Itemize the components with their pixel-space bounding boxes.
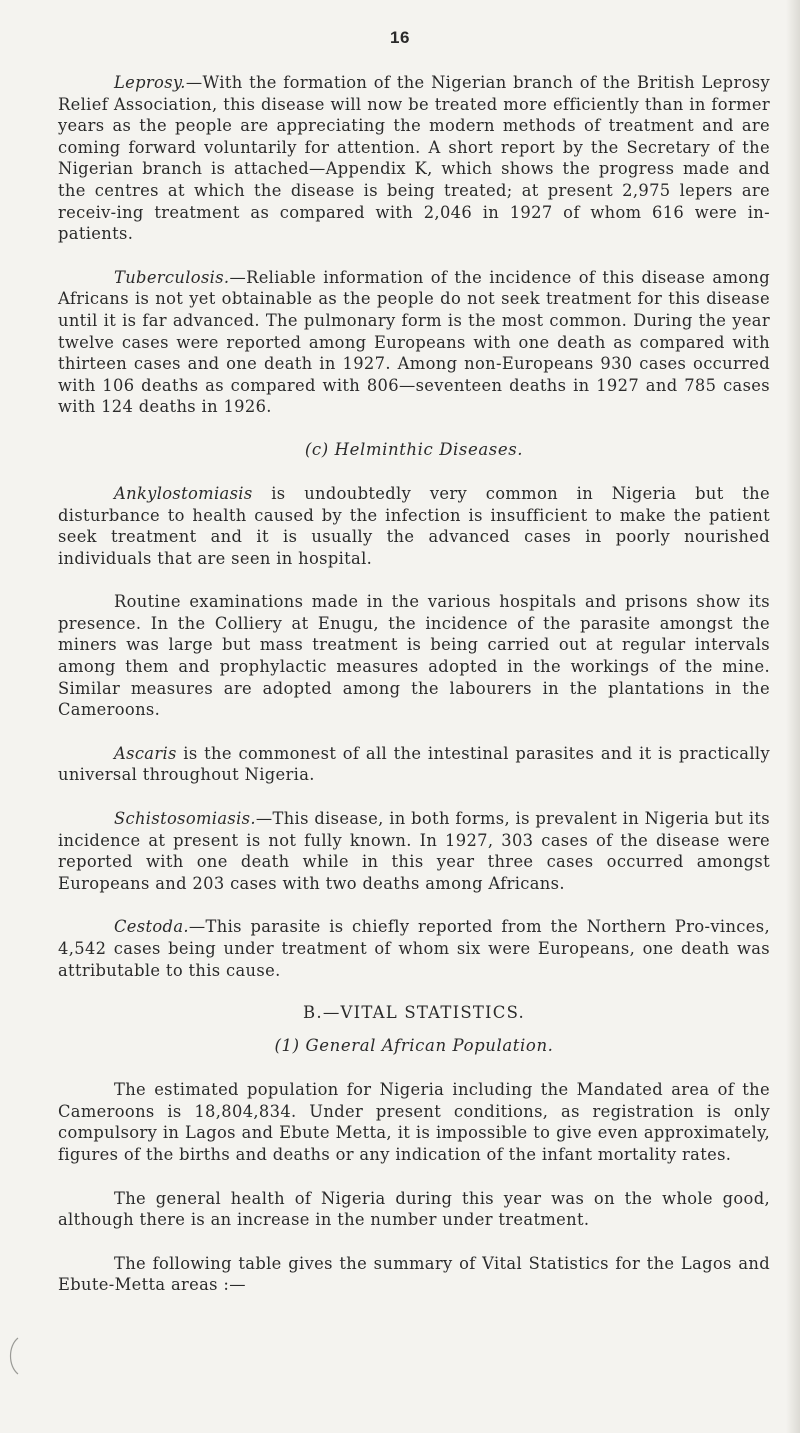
lead-tuberculosis: Tuberculosis.	[114, 267, 230, 287]
paragraph-population: The estimated population for Nigeria including the Mandated area of the Cameroons is 18,804,834. Under present conditions, as registration is only compulsory in Lagos and Ebute Metta, it is impossible to give even approximately, figures of the births and deaths or any indication of the infant mortality rates.	[58, 1080, 770, 1164]
heading-helminthic: (c) Helminthic Diseases.	[304, 439, 524, 459]
paragraph-cestoda	[58, 916, 770, 981]
text-leprosy: —With the formation of the Nigerian branch of the British Leprosy Relief Association, this disease will now be treated more efficiently than in former years as the people are appreciating the modern methods of treatment and are coming forward voluntarily for attention. A short report by the Secretary of the Nigerian branch is attached—Appendix K, which shows the progress made and the centres at which the disease is being treated; at present 2,975 lepers are receiv-ing treatment as compared with 2,046 in 1927 of whom 616 were in-patients.	[58, 73, 770, 244]
paragraph-leprosy	[58, 72, 770, 245]
lead-ascaris: Ascaris	[114, 743, 177, 763]
heading-population: (1) General African Population.	[274, 1036, 554, 1056]
paragraph-following: The following table gives the summary of Vital Statistics for the Lagos and Ebute-Metta areas :—	[58, 1253, 770, 1295]
lead-cestoda: Cestoda.	[114, 917, 189, 937]
body-text	[58, 72, 770, 1318]
paragraph-ankylostomiasis	[58, 483, 770, 569]
paragraph-health: The general health of Nigeria during this year was on the whole good, although there is an increase in the number under treatment.	[58, 1188, 770, 1230]
lead-leprosy: Leprosy.	[114, 73, 186, 92]
text-tuberculosis: —Reliable information of the incidence of this disease among Africans is not yet obtainable as the people do not seek treatment for this disease until it is far advanced. The pulmonary form is the most common. During the year twelve cases were reported among Europeans with one death as compared with thirteen cases and one death in 1927. Among non-Europeans 930 cases occurred with 106 deaths as compared with 806—seventeen deaths in 1927 and 785 cases with 124 deaths in 1926.	[58, 267, 770, 417]
page-edge-shadow	[786, 0, 800, 1433]
text-schistosomiasis: —This disease, in both forms, is prevalent in Nigeria but its incidence at present is not fully known. In 1927, 303 cases of the disease were reported with one death while in this year three cases occurred amongst Europeans and 203 cases with two deaths among Africans.	[58, 809, 770, 893]
heading-vital-statistics: B.—VITAL STATISTICS.	[303, 1003, 525, 1023]
text-cestoda: —This parasite is chiefly reported from the Northern Pro-vinces, 4,542 cases being under treatment of whom six were Europeans, one death was attributable to this cause.	[58, 917, 770, 980]
paragraph-tuberculosis	[58, 267, 770, 418]
page-number: 16	[390, 28, 410, 47]
paragraph-routine: Routine examinations made in the various hospitals and prisons show its presence. In the Colliery at Enugu, the incidence of the parasite amongst the miners was large but mass treatment is being carried out at regular intervals among them and prophylactic measures adopted in the workings of the mine. Similar measures are adopted among the labourers in the plantations in the Cameroons.	[58, 592, 770, 720]
lead-schistosomiasis: Schistosomiasis.	[114, 809, 256, 829]
paragraph-schistosomiasis	[58, 808, 770, 894]
lead-ankylostomiasis: Ankylostomiasis	[114, 483, 253, 503]
text-ascaris: is the commonest of all the intestinal parasites and it is practically universal throughout Nigeria.	[58, 743, 770, 785]
margin-bracket-mark	[4, 1336, 22, 1376]
text-ankylostomiasis: is undoubtedly very common in Nigeria but the disturbance to health caused by the infection is insufficient to make the patient seek treatment and it is usually the advanced cases in poorly nourished individuals that are seen in hospital.	[58, 483, 770, 568]
paragraph-ascaris	[58, 743, 770, 786]
